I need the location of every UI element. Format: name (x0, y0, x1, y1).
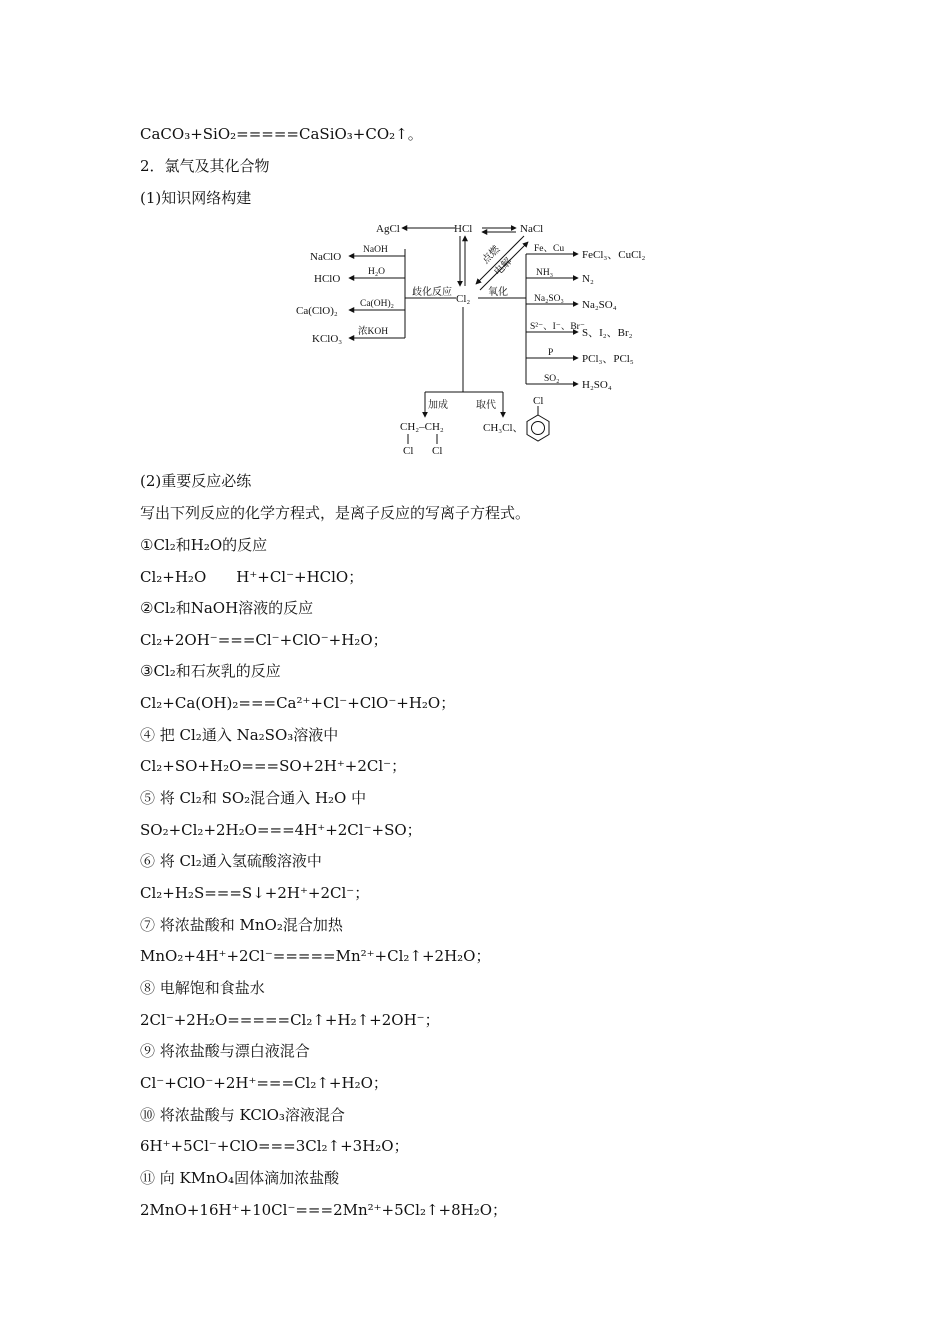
right-reagent-1: Fe、Cu (534, 244, 565, 254)
section-heading: 2．氯气及其化合物 (140, 157, 270, 175)
right-reagent-2: NH₃ (536, 268, 554, 278)
cl2-label: Cl₂ (456, 293, 471, 305)
reaction-11-title: ⑪ 向 KMnO₄固体滴加浓盐酸 (140, 1169, 340, 1187)
left-product-4: KClO₃ (312, 333, 343, 345)
chlorobenzene-cl: Cl (533, 395, 544, 407)
reaction-10-equation: 6H⁺+5Cl⁻+ClO===3Cl₂↑+3H₂O； (140, 1137, 409, 1155)
left-reagent-3: Ca(OH)₂ (360, 299, 394, 309)
knowledge-network-diagram (290, 212, 670, 467)
reaction-10-title: ⑩ 将浓盐酸与 KClO₃溶液混合 (140, 1106, 345, 1124)
text-line-1: CaCO₃+SiO₂=====CaSiO₃+CO₂↑。 (140, 125, 423, 143)
reaction-4-title: ④ 把 Cl₂通入 Na₂SO₃溶液中 (140, 726, 339, 744)
ignite-label: 点燃 (480, 244, 503, 267)
reaction-5-equation: SO₂+Cl₂+2H₂O===4H⁺+2Cl⁻+SO； (140, 821, 422, 839)
reaction-6-equation: Cl₂+H₂S===S↓+2H⁺+2Cl⁻； (140, 884, 370, 902)
reaction-8-title: ⑧ 电解饱和食盐水 (140, 979, 265, 997)
dichloroethane-cl-a: Cl (403, 445, 414, 457)
subsection-heading: (1)知识网络构建 (140, 189, 252, 207)
right-reagent-6: SO₂ (544, 374, 560, 384)
reaction-7-equation: MnO₂+4H⁺+2Cl⁻=====Mn²⁺+Cl₂↑+2H₂O； (140, 947, 491, 965)
reaction-1-title: ①Cl₂和H₂O的反应 (140, 536, 268, 554)
left-reagent-2: H₂O (368, 267, 386, 277)
reaction-2-title: ②Cl₂和NaOH溶液的反应 (140, 599, 314, 617)
subsection-heading-2: (2)重要反应必练 (140, 472, 252, 490)
left-product-1: NaClO (310, 251, 342, 263)
right-reagent-3: Na₂SO₃ (534, 294, 564, 304)
instruction-text: 写出下列反应的化学方程式，是离子反应的写离子方程式。 (140, 504, 531, 522)
reaction-9-title: ⑨ 将浓盐酸与漂白液混合 (140, 1042, 310, 1060)
right-product-1: FeCl₃、CuCl₂ (582, 249, 646, 261)
reaction-11-equation: 2MnO+16H⁺+10Cl⁻===2Mn²⁺+5Cl₂↑+8H₂O； (140, 1201, 508, 1219)
right-product-4: S、I₂、Br₂ (582, 327, 633, 339)
reaction-1-equation: Cl₂+H₂O H⁺+Cl⁻+HClO； (140, 568, 364, 586)
addition-label: 加成 (428, 400, 448, 411)
reaction-5-title: ⑤ 将 Cl₂和 SO₂混合通入 H₂O 中 (140, 789, 367, 807)
right-reagent-5: P (548, 348, 554, 358)
left-product-3: Ca(ClO)₂ (296, 305, 338, 317)
reaction-3-title: ③Cl₂和石灰乳的反应 (140, 662, 281, 680)
right-reagent-4: S²⁻、I⁻、Br⁻ (530, 322, 585, 332)
electrolysis-label: 电解 (492, 256, 515, 279)
reaction-8-equation: 2Cl⁻+2H₂O=====Cl₂↑+H₂↑+2OH⁻； (140, 1011, 440, 1029)
oxidation-label: 氧化 (488, 287, 508, 298)
hcl-label: HCl (454, 223, 473, 235)
right-product-2: N₂ (582, 273, 594, 285)
left-reagent-1: NaOH (363, 245, 388, 255)
reaction-7-title: ⑦ 将浓盐酸和 MnO₂混合加热 (140, 916, 343, 934)
right-product-3: Na₂SO₄ (582, 299, 617, 311)
chloromethane-formula: CH₃Cl、 (483, 422, 524, 434)
reaction-9-equation: Cl⁻+ClO⁻+2H⁺===Cl₂↑+H₂O； (140, 1074, 388, 1092)
left-reagent-4: 浓KOH (358, 327, 389, 337)
right-product-5: PCl₃、PCl₅ (582, 353, 634, 365)
right-product-6: H₂SO₄ (582, 379, 612, 391)
disproportionation-label: 歧化反应 (412, 287, 452, 298)
nacl-label: NaCl (520, 223, 544, 235)
reaction-4-equation: Cl₂+SO+H₂O===SO+2H⁺+2Cl⁻； (140, 757, 407, 775)
substitution-label: 取代 (476, 400, 496, 411)
left-product-2: HClO (314, 273, 341, 285)
agcl-label: AgCl (376, 223, 400, 235)
reaction-2-equation: Cl₂+2OH⁻===Cl⁻+ClO⁻+H₂O； (140, 631, 388, 649)
reaction-3-equation: Cl₂+Ca(OH)₂===Ca²⁺+Cl⁻+ClO⁻+H₂O； (140, 694, 456, 712)
dichloroethane-formula: CH₂–CH₂ (400, 421, 444, 433)
dichloroethane-cl-b: Cl (432, 445, 443, 457)
reaction-6-title: ⑥ 将 Cl₂通入氢硫酸溶液中 (140, 852, 322, 870)
